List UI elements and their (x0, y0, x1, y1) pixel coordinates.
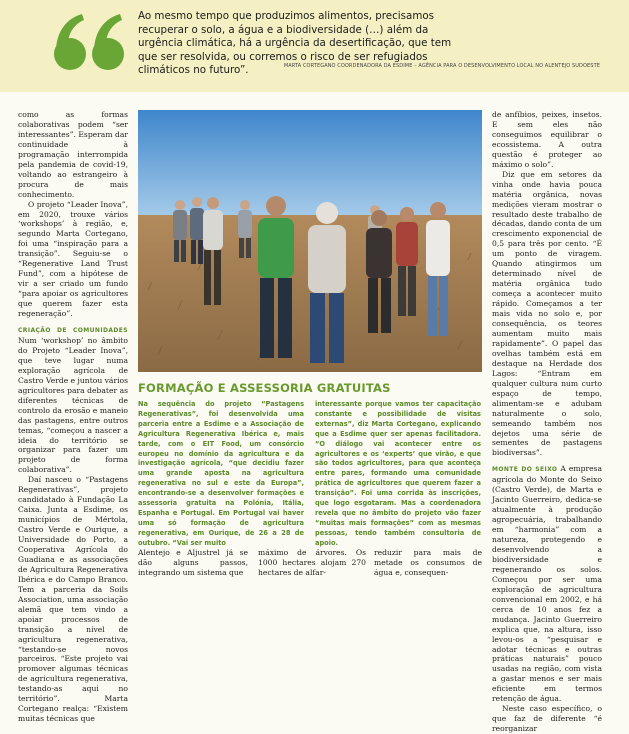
left-column (18, 110, 128, 724)
bottom-paragraph-3: reduzir para mais de metade os consumos de água e, consequen- (374, 548, 482, 577)
paragraph: Diz que em setores da vinha onde havia pouca matéria orgânica, novas medições vieram mostrar o resultado deste trabalho de décadas, dando conta de um crescimento exponencial de 0,5 para três por cento. “É um ponto de viragem. Quando atingirmos um determinado nível de matéria orgânica tudo começa a acontecer muito rápido. Começamos a ter mais vida no solo e, por consequência, os teores aumentam muito mais rapidamente”. O papel das ovelhas também está em destaque na Herdade dos Lagos: “Entram em qualquer cultura num curto espaço de tempo, alimentam-se e adubam naturalmente o solo, semeando também nos dejetos uma série de sementes de pastagens biodiversas”. (492, 169, 602, 458)
subheading: MONTE DO SEIXO (492, 466, 558, 474)
field-workshop-photo (138, 110, 482, 372)
subheading: CRIAÇÃO DE COMUNIDADES (18, 327, 128, 335)
paragraph: A empresa agrícola do Monte do Seixo (Castro Verde), de Marta e Jacinto Guerreiro, dedica-se atualmente à produção agropecuária, trabalhando em “harmonia” com a natureza, protegendo e desenvolvendo a biodiversidade e regenerando os solos. Começou por ser uma exploração de agricultura convencional em 2002, e há cerca de 10 anos fez a mudança. Jacinto Guerreiro explica que, na altura, isso levou-os a “pesquisar e adotar técnicas e outras práticas naturais” pouco usadas na região, com vista a gastar menos e ser mais eficiente em termos retenção de água. (492, 464, 602, 704)
box-column-2: interessante porque vamos ter capacitação constante e possibilidade de visitas externas”, diz Marta Cortegano, explicando que a Esdime quer ser apenas facilitadora. “O diálogo vai acontecer entre os agricultores e os ‘experts’ que virão, e que são todos agricultores, para que aconteça entre pares, formando uma comunidade prática de agricultores que querem fazer a transição”. Foi uma corrida às inscrições, que logo esgotaram. Mas a coordenadora revela que no âmbito do projeto vão fazer “muitas mais formações” com as mesmas pessoas, tendo também consultoria de apoio. (315, 400, 481, 547)
box-column-1: Na sequência do projeto “Pastagens Regenerativas”, foi desenvolvida uma parceria entre a Esdime e a Associação de Agricultura Regenerativa Ibérica e, mais tarde, com o EIT Food, um consórcio europeu no domínio da agricultura e da investigação agrícola, “que decidiu fazer uma grande aposta na agricultura regenerativa no sul e este da Europa”, encontrando-se a desenvolver formações e assessoria gratuita na Polónia, Itália, Espanha e Portugal. Em Portugal vai haver uma só formação de agricultura regenerativa, em Ourique, de 26 a 28 de outubro. “Vai ser muito (138, 400, 304, 547)
box-title: FORMAÇÃO E ASSESSORIA GRATUITAS (138, 381, 391, 395)
pull-quote: Ao mesmo tempo que produzimos alimentos, precisamos recuperar o solo, a água e a biodiversidade (…) além da urgência climática, há a urgência da desertificação, que tem que ser resolvida, ou corremos o risco de ser refugiados climáticos no futuro”. (138, 10, 452, 77)
paragraph: Num ‘workshop’ no âmbito do Projeto “Leader Inova”, que teve lugar numa exploração agrícola de Castro Verde e juntou vários agricultores para debater as diferentes técnicas de controlo da erosão e maneio das pastagens, entre outros temas, “começou a nascer a ideia do território se organizar para fazer um projeto de forma colaborativa”. (18, 335, 128, 475)
right-column (492, 110, 602, 734)
paragraph: Neste caso específico, o que faz de diferente “é reorganizar (492, 704, 602, 734)
quote-byline: MARTA CORTEGANO COORDENADORA DA ESDIME – AGÊNCIA PARA O DESENVOLVIMENTO LOCAL NO ALENTEJO SUDOESTE (283, 63, 600, 69)
quote-marks-icon (52, 12, 128, 74)
bottom-paragraph-2: máximo de árvores. Os 1000 hectares alojam 270 hectares de alfar- (258, 548, 366, 577)
bottom-paragraph-1: Alentejo e Aljustrel já se dão alguns passos, integrando um sistema que (138, 548, 248, 577)
paragraph: Daí nasceu o “Pastagens Regenerativas”, projeto candidatado à Fundação La Caixa. Junta a Esdime, os municípios de Mértola, Castro Verde e Ourique, a Universidade do Porto, a Cooperativa Agrícola do Guadiana e as associações de Agricultura Regenerativa Ibérica e do Campo Branco. Tem a parceria da Soils Association, uma associação alemã que tem vindo a apoiar processos de transição a nível de agricultura regenerativa, “testando-se novos parceiros. “Este projeto vai promover algumas técnicas de agricultura regenerativa, testando-as aqui no território”. Marta Cortegano realça: “Existem muitas técnicas que (18, 475, 128, 724)
paragraph: O projeto “Leader Inova”, em 2020, trouxe vários ‘workshops’ à região, e, segundo Marta Cortegano, foi uma “inspiração para a transição”. Seguiu-se o “Regenerative Land Trust Fund”, com a hipótese de vir a ser criado um fundo “para apoiar os agricultores que querem fazer esta regeneração”. (18, 199, 128, 319)
paragraph: como as formas colaborativas podem “ser interessantes”. Esperam dar continuidade à programação interrompida pela pandemia de covid-19, voltando ao estrangeiro à procura de mais conhecimento. (18, 110, 128, 199)
paragraph: de anfíbios, peixes, insetos. E sem eles não conseguimos equilibrar o ecossistema. A outra questão é proteger ao máximo o solo”. (492, 110, 602, 169)
quote-banner (0, 0, 629, 92)
